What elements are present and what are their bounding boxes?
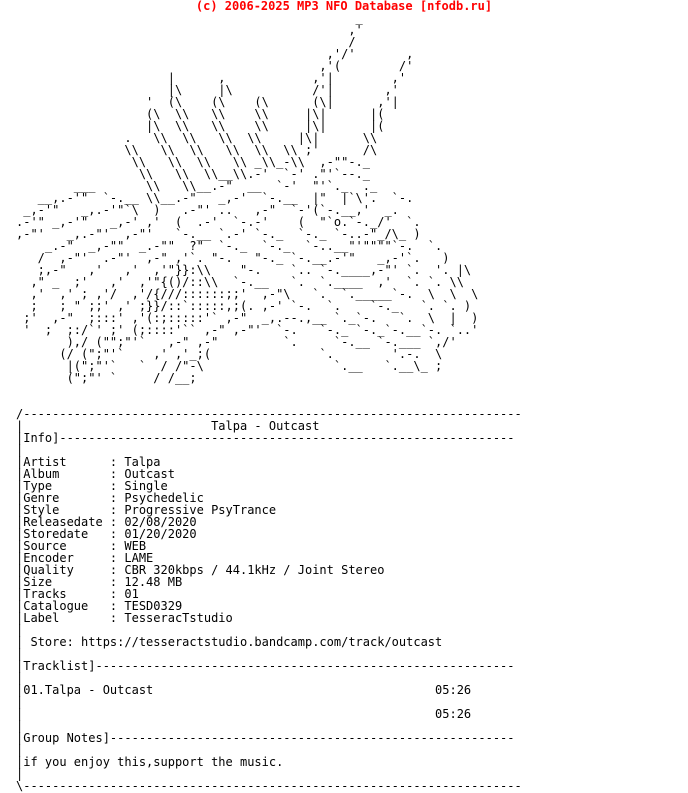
nfo-text: _ ,' / ,'/' , ,'( /' | , ,'| ,' |\ |\ /'| ,' ' (\ (\ (\ (\| ,'| (\ \\ \\ \\ |\| |( |\ \\ \\ \\ |\| |( . \\ \\ \\ \\ |\| \\ \\ \\ \\ \\ \\ \\ ;' /\ \\ \\ \\ \\ _\\_-\\ ,-""-._ \\ \\ \\__\\.-' `-' ."'`--._ ___ \\ \\__.-" __ `-' "'`._ ._ __,.-'" `-.__ \\__.-" _,-' `-.__ |" |`\'. `-. _,-'" _,.-'"`\ ) .-"' .. ,-" `-'(`-.__,' _. .-'" _,-'" _,-' ,' ( .-' `-.-' ( "`o.`-._/' `. ,-"' _,.-"' ,-"' `-.__ `.-' `-._ `-._ `-..-"_/\_ ) _.-" _,-"" _.-"" ?" `-._ `-._ `-..__"'""""`-. `. / ,-"' .-"' ,-" ,'`. "-. "-._ `-.__.-'" _,-'`. ) ;,-" ,' ,' ,'"}}:\\ "-. `.. `-.____,-"' `. '. |\ ," _ ;' ,' ,'"{()/::\\ `-.__ `. `.____ ,' `. `. \\ ,' ,' ; ,'/ ,'/{///::::::;;' ,-"\ `. `._____`-. \ \ \ ; ; " ;;' ,' ;}}/::`:::::,;(. ,-' `-. `. `-._ `. `. ) ;' ,-" ;:::' ,'(:;:::::'` ,-" _,.--.,__ `._`-. `. \ | ) ' ; ;:/`' ;' (;::::'`` ,-" ,-"' `-. `-._ `-._`-.__`-. `..' ),/ ("";"'` ,-" ,-" `. `-.__ `-.___ `,/' (/ (";"'` ,' ,'_;( `. '.-. \ |(";"'` ` / /"-\ `.__ `.__\_ ; (";"' ` / /__; /--------------------------------------------------------------------- | Talpa - Outcast |Info]--------------------------------------------------------------- | |Artist : Talpa |Album : Outcast |Type : Single |Genre : Psychedelic |Style : Progressive PsyTrance |Releasedate : 02/08/2020 |Storedate : 01/20/2020 |Source : WEB |Encoder : LAME |Quality : CBR 320kbps / 44.1kHz / Joint Stereo |Size : 12.48 MB |Tracks : 01 |Catalogue : TESD0329 |Label : TesseracTstudio | | Store: https://tesseractstudio.bandcamp.com/track/outcast | |Tracklist]---------------------------------------------------------- | |01.Talpa - Outcast 05:26 | | 05:26 | |Group Notes]-------------------------------------------------------- | |if you enjoy this,support the music. | \--------------------------------------------------------------------- (16, 11, 522, 793)
site-header: (c) 2006-2025 MP3 NFO Database [nfodb.ru] (195, 0, 493, 13)
